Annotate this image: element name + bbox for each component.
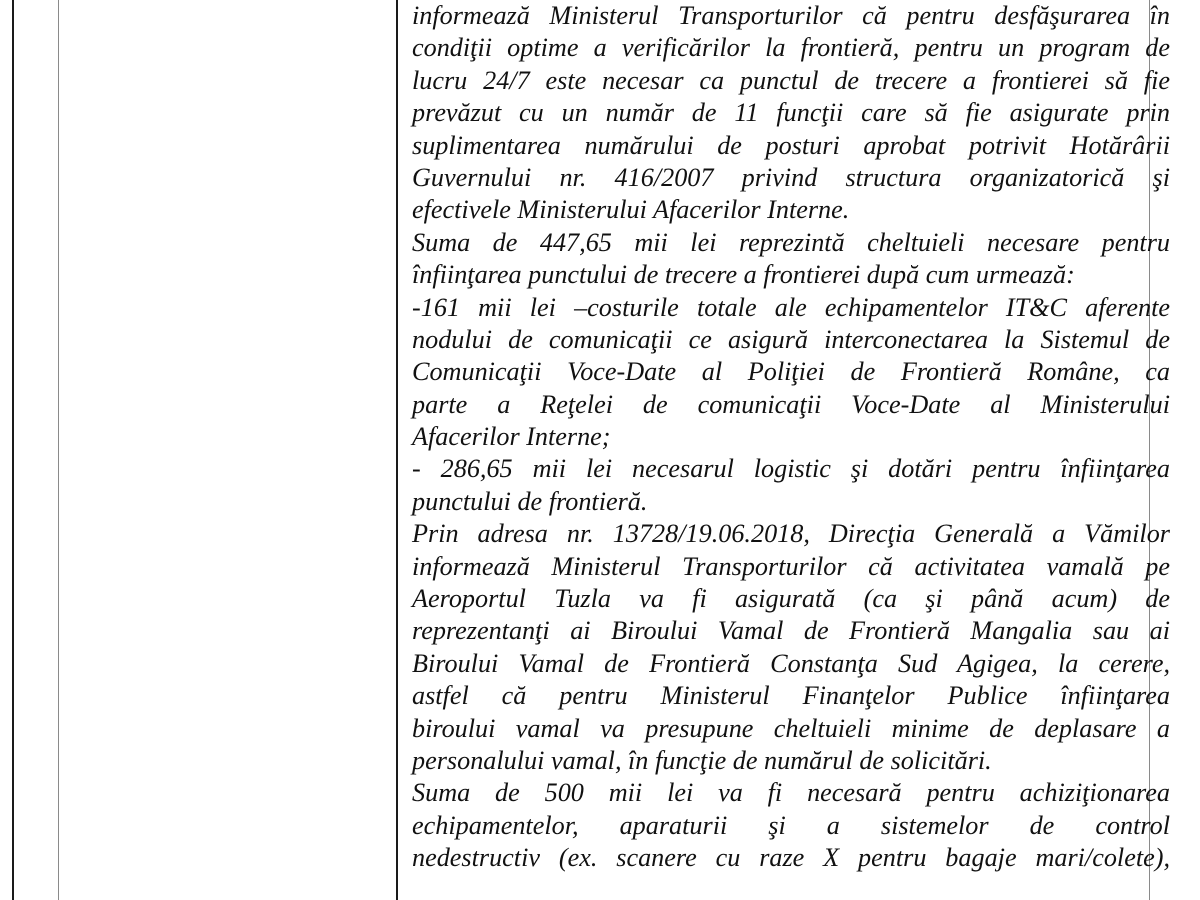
- document-text-line: înfiinţarea punctului de trecere a frontierei după cum urmează:: [412, 260, 1075, 290]
- document-text-line: -161 mii lei –costurile totale ale echipamentelor IT&C aferente: [412, 292, 1170, 322]
- document-text-line: condiţii optime a verificărilor la frontieră, pentru un program de: [412, 33, 1170, 63]
- document-text-line: suplimentarea numărului de posturi aprobat potrivit Hotărârii: [412, 130, 1170, 160]
- document-text-line: parte a Reţelei de comunicaţii Voce-Date al Ministerului: [412, 389, 1170, 419]
- document-text-line: - 286,65 mii lei necesarul logistic şi dotări pentru înfiinţarea: [412, 454, 1170, 484]
- document-text-line: nodului de comunicaţii ce asigură interconectarea la Sistemul de: [412, 324, 1170, 354]
- document-text-line: Afacerilor Interne;: [412, 422, 611, 452]
- document-text-line: Suma de 500 mii lei va fi necesară pentru achiziţionarea: [412, 778, 1170, 808]
- document-text-line: lucru 24/7 este necesar ca punctul de trecere a frontierei să fie: [412, 65, 1170, 95]
- document-text-line: nedestructiv (ex. scanere cu raze X pentru bagaje mari/colete),: [412, 843, 1170, 873]
- document-text-line: informează Ministerul Transporturilor că activitatea vamală pe: [412, 551, 1170, 581]
- document-text-cell: [412, 0, 1170, 875]
- table-border-left: [12, 0, 14, 900]
- document-text-line: prevăzut cu un număr de 11 funcţii care să fie asigurate prin: [412, 98, 1170, 128]
- document-text-line: Prin adresa nr. 13728/19.06.2018, Direcţia Generală a Vămilor: [412, 519, 1170, 549]
- document-text-line: Aeroportul Tuzla va fi asigurată (ca şi până acum) de: [412, 584, 1170, 614]
- document-text-line: informează Ministerul Transporturilor că pentru desfăşurarea în: [412, 1, 1170, 30]
- table-column-divider-2: [396, 0, 398, 900]
- document-text-line: Suma de 447,65 mii lei reprezintă cheltuieli necesare pentru: [412, 227, 1170, 257]
- document-text-line: echipamentelor, aparaturii şi a sistemelor de control: [412, 810, 1170, 840]
- document-text-line: biroului vamal va presupune cheltuieli minime de deplasare a: [412, 713, 1170, 743]
- document-text-line: personalului vamal, în funcţie de numărul de solicitări.: [412, 745, 992, 775]
- document-text-line: punctului de frontieră.: [412, 486, 648, 516]
- document-text-line: astfel că pentru Ministerul Finanţelor Publice înfiinţarea: [412, 681, 1170, 711]
- document-text-line: Comunicaţii Voce-Date al Poliţiei de Frontieră Române, ca: [412, 357, 1170, 387]
- document-text-line: Biroului Vamal de Frontieră Constanţa Sud Agigea, la cerere,: [412, 648, 1170, 678]
- document-text-line: efectivele Ministerului Afacerilor Interne.: [412, 195, 850, 225]
- document-text-line: reprezentanţi ai Biroului Vamal de Frontieră Mangalia sau ai: [412, 616, 1170, 646]
- document-text-line: Guvernului nr. 416/2007 privind structura organizatorică şi: [412, 162, 1170, 192]
- table-column-divider-1: [58, 0, 59, 900]
